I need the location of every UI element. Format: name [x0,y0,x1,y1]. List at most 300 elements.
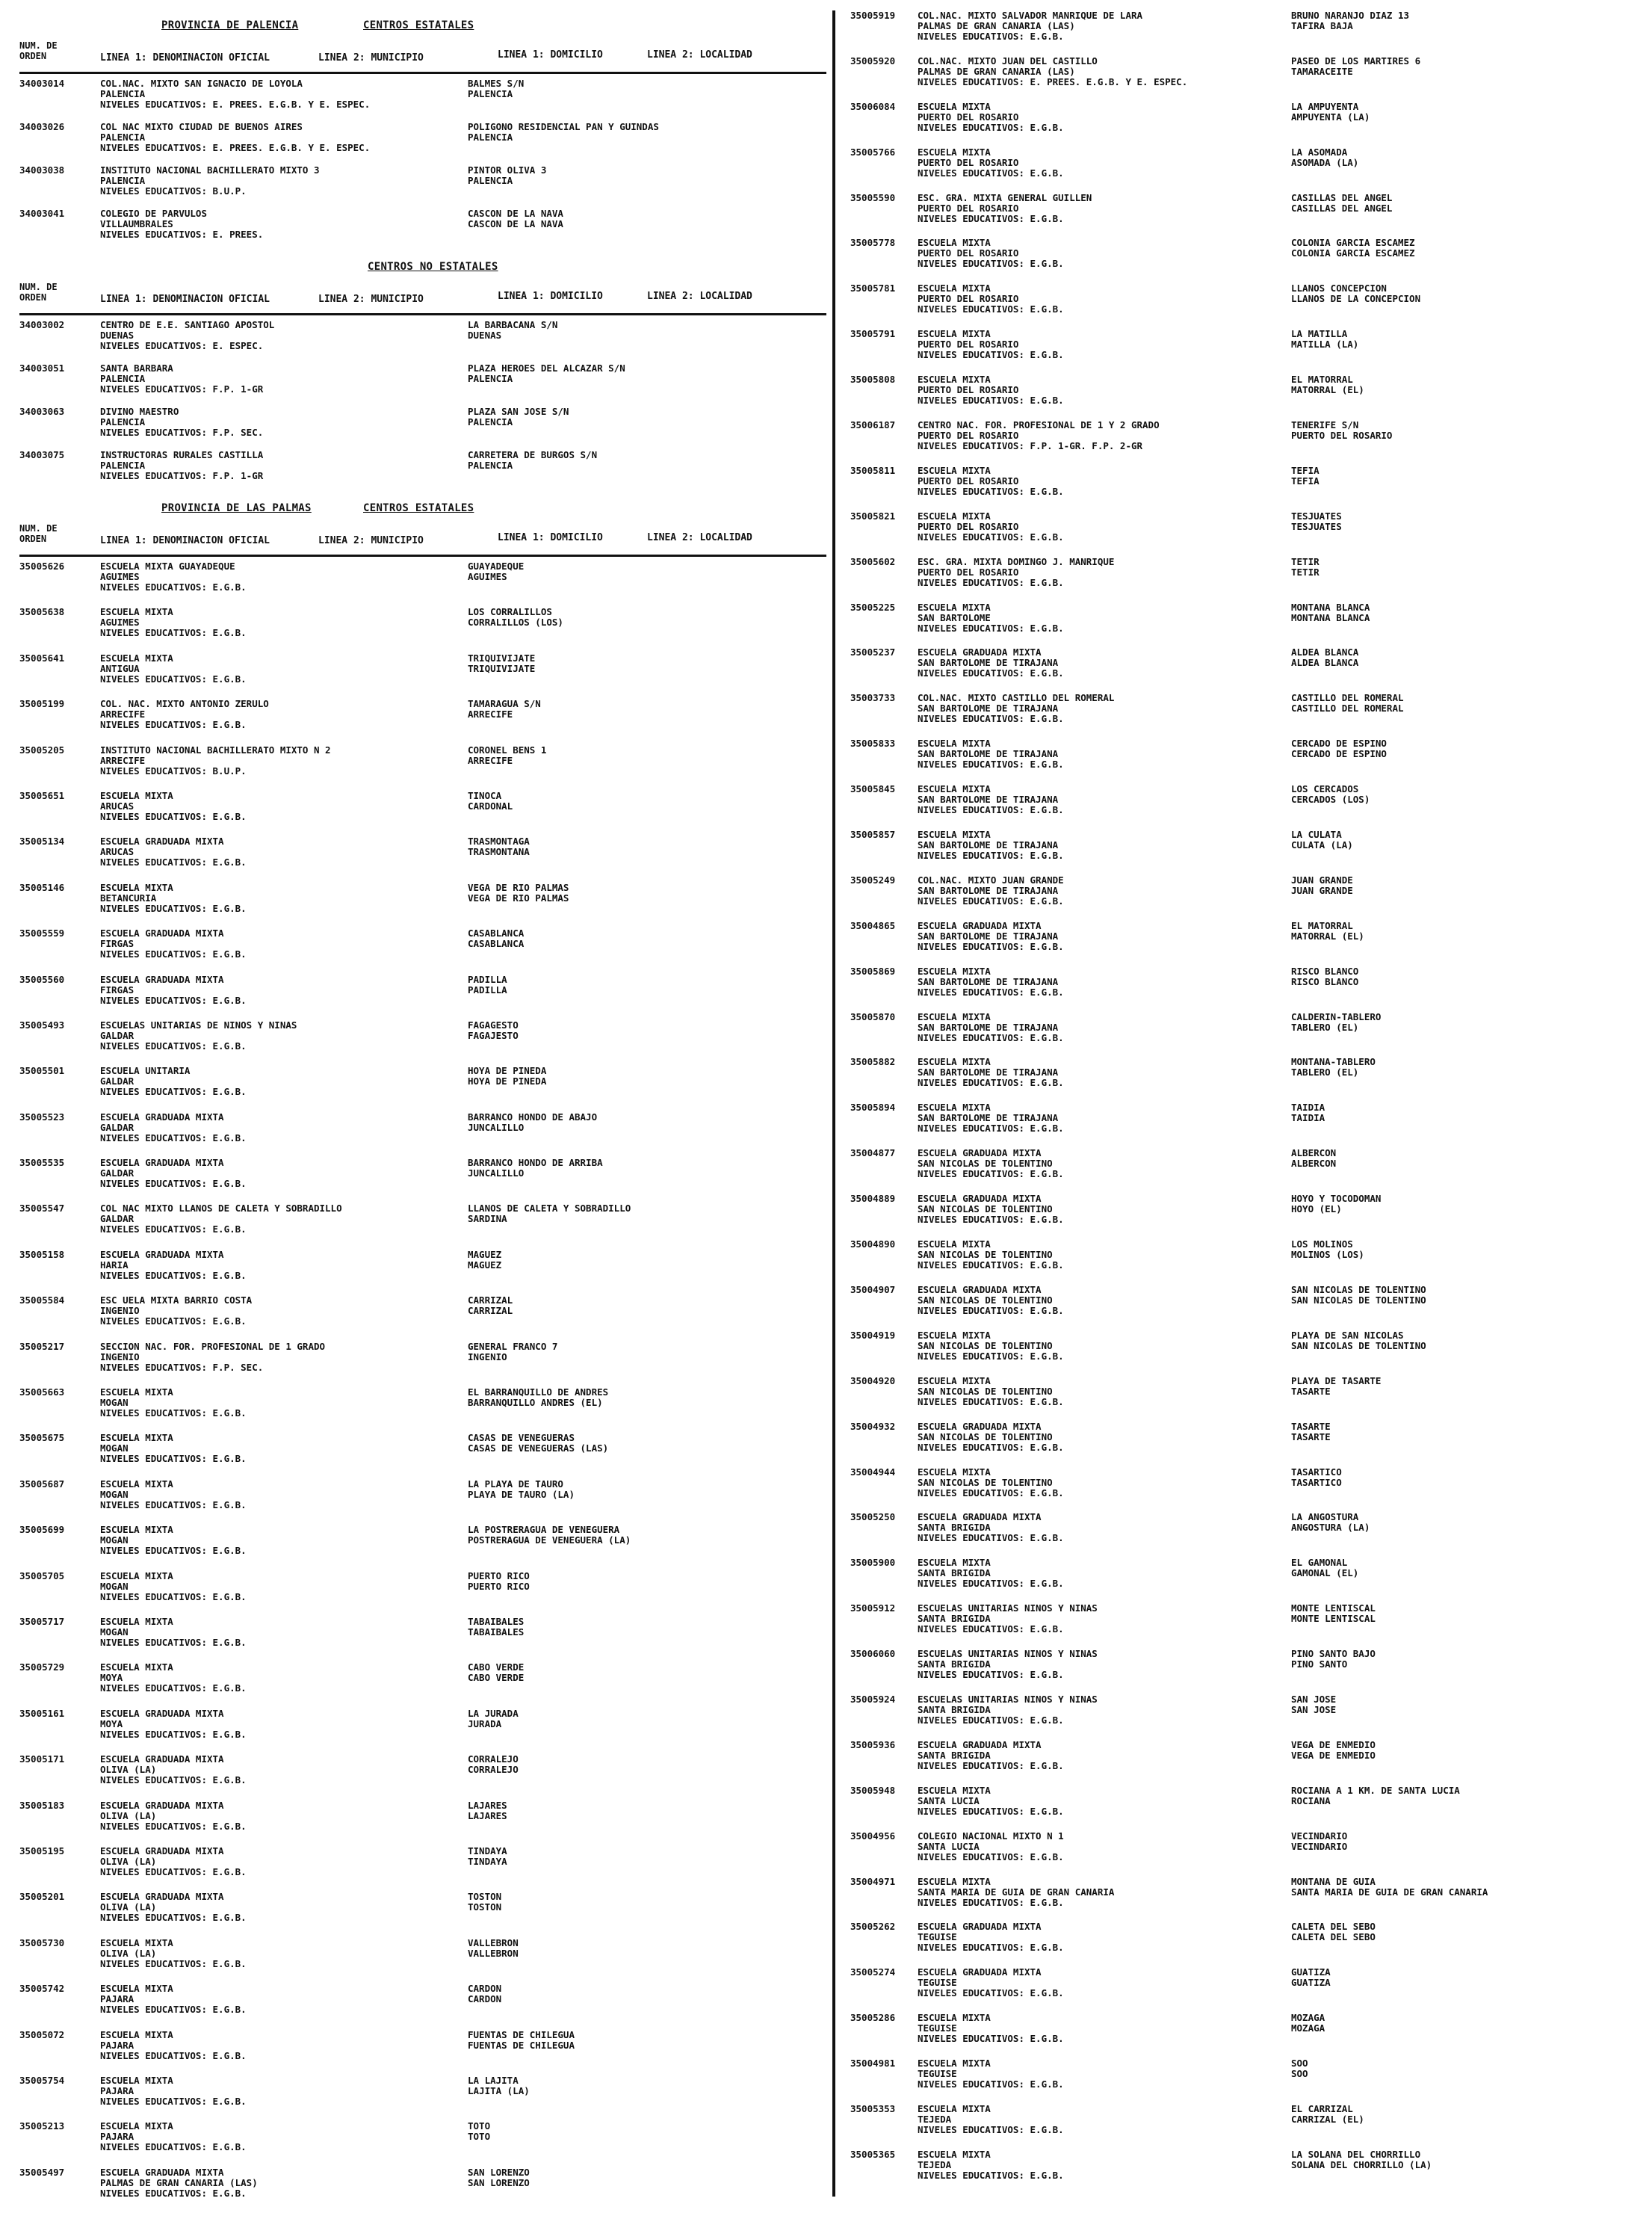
address-lines [1291,1057,1650,1078]
address-line: TEFIA [1291,465,1320,476]
order-number: 35005857 [850,830,896,841]
address-lines [468,450,826,471]
center-lines [100,883,489,914]
center-line: GALDAR [100,1214,134,1225]
center-line: ESCUELAS UNITARIAS NINOS Y NINAS [918,1649,1098,1660]
center-line: NIVELES EDUCATIVOS: E.G.B. [918,668,1064,679]
center-line: MOGAN [100,1398,129,1409]
center-lines [918,1649,1291,1680]
address-line: VEGA DE ENMEDIO [1291,1739,1376,1750]
address-line: GUATIZA [1291,1967,1331,1978]
order-number: 35005225 [850,602,896,613]
order-number: 35005811 [850,465,896,476]
center-line: ESCUELAS UNITARIAS NINOS Y NINAS [918,1694,1098,1705]
center-line: NIVELES EDUCATIVOS: E. PREES. E.G.B. Y E. ESPEC. [100,143,371,153]
center-line: NIVELES EDUCATIVOS: E.G.B. [918,1806,1064,1817]
address-line: COLONIA GARCIA ESCAMEZ [1291,238,1415,249]
header-order-number: NUM. DE ORDEN [19,282,58,303]
address-lines [1291,1877,1650,1898]
center-line: NIVELES EDUCATIVOS: E.G.B. [918,623,1064,634]
center-line: NIVELES EDUCATIVOS: E.G.B. [100,811,247,822]
address-line: SAN LORENZO [468,2177,530,2188]
address-line: EL GAMONAL [1291,1558,1348,1569]
center-lines [918,830,1291,861]
address-line: TESJUATES [1291,521,1342,532]
order-number: 35005134 [19,836,65,848]
center-line: SANTA BRIGIDA [918,1704,991,1715]
center-lines [100,1342,489,1373]
center-line: ESCUELA GRADUADA MIXTA [918,920,1042,931]
address-line: PALENCIA [468,89,513,99]
center-line: ESCUELA MIXTA [918,784,991,795]
center-line: INSTITUTO NACIONAL BACHILLERATO MIXTO N 2 [100,744,331,756]
column-headers [19,40,826,74]
table-row [19,1938,826,1984]
address-line: FUENTAS DE CHILEGUA [468,2029,575,2040]
header-denomination: LINEA 1: DENOMINACION OFICIAL [100,535,270,546]
order-number: 35005547 [19,1203,65,1214]
center-lines [918,966,1291,998]
address-line: DUENAS [468,330,502,341]
address-line: LA POSTRERAGUA DE VENEGUERA [468,1525,620,1536]
center-line: NIVELES EDUCATIVOS: E.G.B. [100,1821,247,1832]
address-line: CASABLANCA [468,928,525,939]
address-line: ASOMADA (LA) [1291,157,1359,168]
center-lines [100,209,489,240]
address-line: CARRIZAL [468,1295,513,1306]
address-lines [1291,1239,1650,1260]
center-lines [100,2121,489,2152]
center-lines [100,745,489,777]
address-lines [468,975,826,996]
address-line: PINTOR OLIVA 3 [468,165,547,176]
center-line: ARUCAS [100,800,134,812]
center-lines [918,420,1291,451]
center-line: SAN NICOLAS DE TOLENTINO [918,1250,1053,1261]
center-line: ESCUELA GRADUADA MIXTA [918,1512,1042,1523]
order-number: 35005584 [19,1295,65,1306]
center-lines [918,2058,1291,2090]
address-line: TINDAYA [468,1856,507,1867]
center-line: NIVELES EDUCATIVOS: E.G.B. [100,2050,247,2061]
address-line: AMPUYENTA (LA) [1291,111,1370,123]
center-line: ESCUELA GRADUADA MIXTA [100,1708,224,1719]
center-line: ESCUELA MIXTA [100,2029,173,2040]
order-number: 34003038 [19,165,65,176]
address-line: RISCO BLANCO [1291,976,1359,987]
center-line: ESCUELA MIXTA [100,790,173,801]
address-line: JUAN GRANDE [1291,885,1353,896]
center-lines [918,784,1291,815]
order-number: 35005501 [19,1066,65,1077]
center-line: CENTRO NAC. FOR. PROFESIONAL DE 1 Y 2 GRADO [918,420,1160,431]
address-line: RISCO BLANCO [1291,966,1359,977]
address-line: CORRALILLOS (LOS) [468,617,563,629]
table-row [850,1102,1642,1148]
address-line: TINOCA [468,790,502,801]
order-number: 35004865 [850,920,896,931]
address-line: TABLERO (EL) [1291,1022,1359,1033]
center-lines [918,1967,1291,1999]
header-municipality: LINEA 2: MUNICIPIO [318,294,424,305]
address-line: FAGAGESTO [468,1019,519,1031]
center-lines [918,647,1291,679]
header-order-number: NUM. DE ORDEN [19,40,58,61]
center-lines [100,1250,489,1281]
center-line: AGUIMES [100,572,140,582]
center-line: ESCUELA GRADUADA MIXTA [918,647,1042,658]
center-line: NIVELES EDUCATIVOS: E.G.B. [100,2188,247,2199]
address-line: VEGA DE RIO PALMAS [468,892,569,904]
order-number: 35004890 [850,1239,896,1250]
center-line: INGENIO [100,1306,140,1317]
table-row [19,407,826,450]
table-row [850,1012,1642,1058]
center-line: ESCUELA GRADUADA MIXTA [100,1111,224,1123]
center-line: NIVELES EDUCATIVOS: E.G.B. [918,2170,1064,2181]
center-line: NIVELES EDUCATIVOS: E.G.B. [100,1866,247,1877]
center-line: SAN BARTOLOME DE TIRAJANA [918,1022,1059,1033]
address-line: SAN JOSE [1291,1704,1337,1715]
address-line: CULATA (LA) [1291,840,1353,851]
center-lines [918,511,1291,543]
center-line: NIVELES EDUCATIVOS: E.G.B. [918,304,1064,315]
address-line: TOTO [468,2132,491,2143]
center-line: NIVELES EDUCATIVOS: E.G.B. [918,805,1064,816]
address-line: CASILLAS DEL ANGEL [1291,192,1393,203]
center-line: ESCUELA MIXTA [100,652,173,664]
address-lines [1291,1148,1650,1169]
table-row [19,928,826,974]
province-title: PROVINCIA DE LAS PALMAS [161,502,312,514]
address-line: ARRECIFE [468,755,513,766]
address-line: EL CARRIZAL [1291,2103,1353,2114]
address-line: PUERTO RICO [468,1581,530,1592]
order-number: 35005699 [19,1525,65,1536]
order-number: 35005195 [19,1845,65,1856]
address-line: TENERIFE S/N [1291,420,1359,431]
center-lines [918,147,1291,179]
order-number: 35004889 [850,1194,896,1205]
address-lines [468,1525,826,1546]
center-line: SECCION NAC. FOR. PROFESIONAL DE 1 GRADO [100,1341,326,1352]
center-line: PAJARA [100,2040,134,2051]
order-number: 35004920 [850,1375,896,1386]
order-number: 35005791 [850,329,896,340]
address-lines [1291,1967,1650,1988]
center-lines [100,653,489,685]
center-line: ESCUELA MIXTA [918,1011,991,1022]
address-line: VECINDARIO [1291,1841,1348,1852]
center-lines [918,1057,1291,1088]
center-line: PALENCIA [100,374,146,384]
center-line: ESCUELA MIXTA [100,1662,173,1673]
header-municipality: LINEA 2: MUNICIPIO [318,535,424,546]
address-line: PLAYA DE SAN NICOLAS [1291,1330,1404,1341]
center-line: SAN BARTOLOME DE TIRAJANA [918,1113,1059,1124]
order-number: 34003014 [19,78,65,89]
address-line: PALENCIA [468,374,513,384]
order-number: 35005590 [850,192,896,203]
center-line: NIVELES EDUCATIVOS: E.G.B. [918,1078,1064,1089]
center-line: NIVELES EDUCATIVOS: E.G.B. [918,531,1064,543]
address-line: ALDEA BLANCA [1291,647,1359,658]
table-row [19,1984,826,2029]
address-line: LA LAJITA [468,2075,519,2086]
table-row [850,1376,1642,1422]
address-line: CERCADO DE ESPINO [1291,738,1387,750]
center-line: MOGAN [100,1581,129,1592]
order-number: 35004919 [850,1330,896,1341]
order-number: 35005559 [19,928,65,939]
header-order-number: NUM. DE ORDEN [19,523,58,544]
center-lines [100,1846,489,1877]
address-line: CARRIZAL [468,1306,513,1317]
order-number: 35005948 [850,1785,896,1796]
center-line: COL.NAC. MIXTO JUAN DEL CASTILLO [918,55,1098,67]
header-address: LINEA 1: DOMICILIO [498,291,603,302]
order-number: 35005675 [19,1433,65,1444]
order-number: 35005365 [850,2149,896,2160]
center-line: NIVELES EDUCATIVOS: E.G.B. [918,577,1064,588]
table-row [19,1617,826,1662]
center-line: SAN BARTOLOME DE TIRAJANA [918,885,1059,896]
center-line: ESCUELA MIXTA [918,510,991,522]
center-line: NIVELES EDUCATIVOS: E.G.B. [918,1396,1064,1407]
address-lines [1291,921,1650,942]
center-line: NIVELES EDUCATIVOS: E.G.B. [100,1270,247,1281]
column-divider [832,10,835,2197]
address-lines [468,1433,826,1454]
address-line: PADILLA [468,984,507,996]
address-lines [468,745,826,766]
center-line: SAN BARTOLOME DE TIRAJANA [918,658,1059,669]
address-line: ALBERCON [1291,1158,1337,1170]
left-column [19,10,826,2213]
address-lines [1291,1102,1650,1123]
address-line: TESJUATES [1291,510,1342,522]
center-lines [918,1422,1291,1453]
address-line: BALMES S/N [468,78,525,89]
table-row [19,78,826,122]
address-line: LA SOLANA DEL CHORRILLO [1291,2149,1421,2160]
center-line: PUERTO DEL ROSARIO [918,157,1019,168]
center-line: TEGUISE [918,1978,957,1989]
center-line: ARRECIFE [100,755,146,766]
address-lines [468,1066,826,1087]
address-line: MONTANA-TABLERO [1291,1057,1376,1068]
address-lines [1291,56,1650,77]
order-number: 35005821 [850,510,896,522]
order-number: 35005199 [19,699,65,710]
address-line: CASTILLO DEL ROMERAL [1291,693,1404,704]
center-lines [100,2167,489,2199]
center-line: PAJARA [100,2085,134,2096]
center-line: NIVELES EDUCATIVOS: E.G.B. [918,122,1064,133]
address-line: PALENCIA [468,132,513,143]
center-line: OLIVA (LA) [100,1948,157,1959]
center-line: SANTA BRIGIDA [918,1659,991,1670]
table-row [850,1785,1642,1831]
center-line: ESCUELA MIXTA [918,1876,991,1887]
center-lines [918,2149,1291,2181]
address-lines [468,1479,826,1500]
table-row [19,2075,826,2121]
address-line: SANTA MARIA DE GUIA DE GRAN CANARIA [1291,1886,1488,1898]
table-row [850,875,1642,921]
center-lines [918,875,1291,907]
table-row [19,1709,826,1754]
address-line: MONTANA BLANCA [1291,612,1370,623]
address-lines [1291,1512,1650,1533]
table-row [850,147,1642,193]
address-line: SAN NICOLAS DE TOLENTINO [1291,1284,1426,1295]
address-line: PLAYA DE TASARTE [1291,1375,1382,1386]
center-line: SAN BARTOLOME DE TIRAJANA [918,794,1059,806]
center-line: ESC. GRA. MIXTA GENERAL GUILLEN [918,192,1092,203]
address-lines [468,2121,826,2142]
address-line: CASAS DE VENEGUERAS (LAS) [468,1443,609,1454]
address-line: TAMARACEITE [1291,66,1353,77]
address-line: LLANOS CONCEPCION [1291,283,1387,294]
order-number: 35005687 [19,1478,65,1490]
center-line: ANTIGUA [100,663,140,674]
center-line: ESCUELA MIXTA [918,283,991,294]
table-row [850,830,1642,875]
address-line: HOYA DE PINEDA [468,1066,547,1077]
center-line: PALENCIA [100,460,146,471]
order-number: 35005869 [850,966,896,977]
center-line: NIVELES EDUCATIVOS: E.G.B. [100,949,247,960]
order-number: 35005249 [850,874,896,886]
address-line: CORRALEJO [468,1754,519,1765]
address-line: PLAYA DE TAURO (LA) [468,1489,575,1500]
address-line: SAN LORENZO [468,2167,530,2178]
center-line: MOYA [100,1673,123,1684]
order-number: 35005158 [19,1249,65,1260]
center-line: ESCUELA GRADUADA MIXTA [918,1967,1042,1978]
order-number: 35006187 [850,420,896,431]
table-row [19,1846,826,1892]
center-line: ESCUELA MIXTA [100,1525,173,1536]
center-line: NIVELES EDUCATIVOS: E.G.B. [100,2096,247,2107]
center-line: COL.NAC. MIXTO JUAN GRANDE [918,874,1064,886]
address-line: CALETA DEL SEBO [1291,1922,1376,1933]
center-line: ESCUELA GRADUADA MIXTA [918,1148,1042,1159]
center-lines [100,78,489,110]
center-line: ESCUELA GRADUADA MIXTA [918,1194,1042,1205]
center-lines [100,320,489,351]
table-row [19,561,826,607]
center-lines [918,1102,1291,1134]
center-line: ESCUELA MIXTA [100,882,173,893]
address-lines [468,1662,826,1683]
address-lines [1291,1785,1650,1806]
center-line: NIVELES EDUCATIVOS: E.G.B. [918,1942,1064,1954]
address-line: TOSTON [468,1902,502,1913]
address-lines [468,1203,826,1224]
center-line: COLEGIO DE PARVULOS [100,209,207,219]
address-line: CARDON [468,1994,502,2005]
address-line: LA ANGOSTURA [1291,1512,1359,1523]
category-title: CENTROS ESTATALES [363,19,474,31]
address-line: PALENCIA [468,417,513,428]
center-line: ESCUELA MIXTA [100,2075,173,2086]
order-number: 35005833 [850,738,896,750]
center-line: ESCUELA MIXTA [100,1570,173,1581]
center-lines [918,2104,1291,2135]
center-line: MOGAN [100,1626,129,1638]
center-line: MOGAN [100,1535,129,1546]
address-lines [468,2167,826,2188]
address-line: CALDERIN-TABLERO [1291,1011,1382,1022]
table-row [850,2013,1642,2058]
center-lines [918,102,1291,133]
order-number: 35005205 [19,744,65,756]
address-lines [1291,784,1650,805]
center-line: SAN NICOLAS DE TOLENTINO [918,1158,1053,1170]
center-line: NIVELES EDUCATIVOS: E.G.B. [100,1637,247,1648]
center-lines [918,1831,1291,1862]
center-lines [100,1203,489,1235]
center-line: ESCUELA MIXTA [918,966,991,977]
center-line: NIVELES EDUCATIVOS: E.G.B. [100,1729,247,1740]
center-line: ESCUELA GRADUADA MIXTA [100,1754,224,1765]
address-line: BRUNO NARANJO DIAZ 13 [1291,10,1410,21]
order-number: 35005638 [19,607,65,618]
center-line: SAN NICOLAS DE TOLENTINO [918,1340,1053,1351]
address-lines [468,1295,826,1316]
address-line: PALENCIA [468,176,513,186]
center-line: NIVELES EDUCATIVOS: E.G.B. [918,759,1064,771]
order-number: 35005894 [850,1102,896,1114]
address-lines [468,791,826,812]
address-lines [1291,420,1650,441]
table-row [850,557,1642,602]
center-line: OLIVA (LA) [100,1902,157,1913]
address-line: TASARTE [1291,1386,1331,1397]
address-line: CARDONAL [468,800,513,812]
address-lines [468,928,826,949]
address-line: INGENIO [468,1351,507,1362]
center-line: SANTA BRIGIDA [918,1614,991,1625]
center-lines [918,1740,1291,1771]
center-line: SANTA BRIGIDA [918,1568,991,1579]
center-lines [100,975,489,1006]
center-line: NIVELES EDUCATIVOS: E.G.B. [918,1714,1064,1726]
center-line: NIVELES EDUCATIVOS: E.G.B. [918,1123,1064,1135]
order-number: 35005870 [850,1011,896,1022]
address-line: CERCADOS (LOS) [1291,794,1370,806]
center-line: ESCUELA GRADUADA MIXTA [100,1845,224,1856]
address-line: ANGOSTURA (LA) [1291,1522,1370,1534]
center-line: PUERTO DEL ROSARIO [918,567,1019,578]
center-line: PALENCIA [100,89,146,99]
address-lines [468,1892,826,1913]
order-number: 35005286 [850,2013,896,2024]
address-line: TABAIBALES [468,1626,525,1638]
table-row [19,1479,826,1525]
center-line: PALENCIA [100,417,146,428]
address-line: CABO VERDE [468,1673,525,1684]
address-lines [1291,1376,1650,1397]
center-line: ESCUELA MIXTA [100,1478,173,1490]
center-lines [100,1754,489,1785]
order-number: 35005201 [19,1892,65,1903]
address-line: TRASMONTAGA [468,836,530,848]
center-line: NIVELES EDUCATIVOS: E.G.B. [918,2079,1064,2090]
center-line: NIVELES EDUCATIVOS: E.G.B. [918,31,1064,42]
